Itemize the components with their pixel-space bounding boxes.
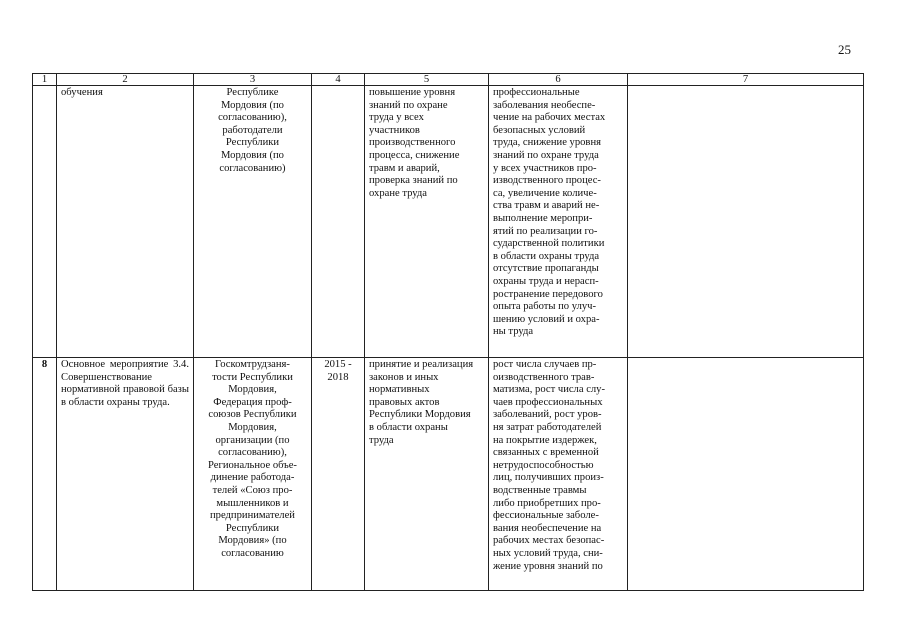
header-cell: 2 [57,74,194,86]
header-cell: 1 [33,74,57,86]
header-cell: 5 [365,74,489,86]
period-cell [312,86,365,358]
period-cell: 2015 - 2018 [312,358,365,591]
table-row [33,358,864,591]
header-cell: 7 [628,74,864,86]
row-number-cell: 8 [33,358,57,591]
executors-cell: Республике Мордовия (по согласованию), работодатели Республики Мордовия (по согласованию) [194,86,312,358]
activity-name-cell: Основное мероприятие 3.4. Совершенствование нормативной правовой базы в области охраны труда. [57,358,194,591]
activity-name-cell: обучения [57,86,194,358]
header-cell: 3 [194,74,312,86]
table-header-row [33,74,864,86]
executors-cell: Госкомтрудзаня- тости Республики Мордовия, Федерация проф- союзов Республики Мордовия, организации (по согласованию), Региональное объе- динение работода- телей «Союз про- мышленников и предпринимателей Республики Мордовия» (по согласованию [194,358,312,591]
column-7-cell [628,86,864,358]
header-cell: 6 [489,74,628,86]
table-row [33,86,864,358]
row-number-cell [33,86,57,358]
program-table [32,73,864,591]
expected-result-cell: принятие и реализация законов и иных нормативных правовых актов Республики Мордовия в области охраны труда [365,358,489,591]
consequences-cell: рост числа случаев пр- оизводственного трав- матизма, рост числа слу- чаев профессиональных заболеваний, рост уров- ня затрат работодателей на покрытие издержек, связанных с временной нетрудоспособностью лиц, получивших произ- водственные травмы либо приобретших про- фессиональные заболе- вания необеспечение на рабочих местах безопас- ных условий труда, сни- жение уровня знаний по [489,358,628,591]
page-number: 25 [838,42,851,57]
header-cell: 4 [312,74,365,86]
consequences-cell: профессиональные заболевания необеспе- чение на рабочих местах безопасных условий труда, снижение уровня знаний по охране труда у всех участников про- изводственного процес- са, увеличение количе- ства травм и аварий не- выполнение меропри- ятий по реализации го- сударственной политики в области охраны труда отсутствие пропаганды охраны труда и нерасп- ространение передового опыта работы по улуч- шению условий и охра- ны труда [489,86,628,358]
column-7-cell [628,358,864,591]
expected-result-cell: повышение уровня знаний по охране труда у всех участников производственного процесса, снижение травм и аварий, проверка знаний по охране труда [365,86,489,358]
